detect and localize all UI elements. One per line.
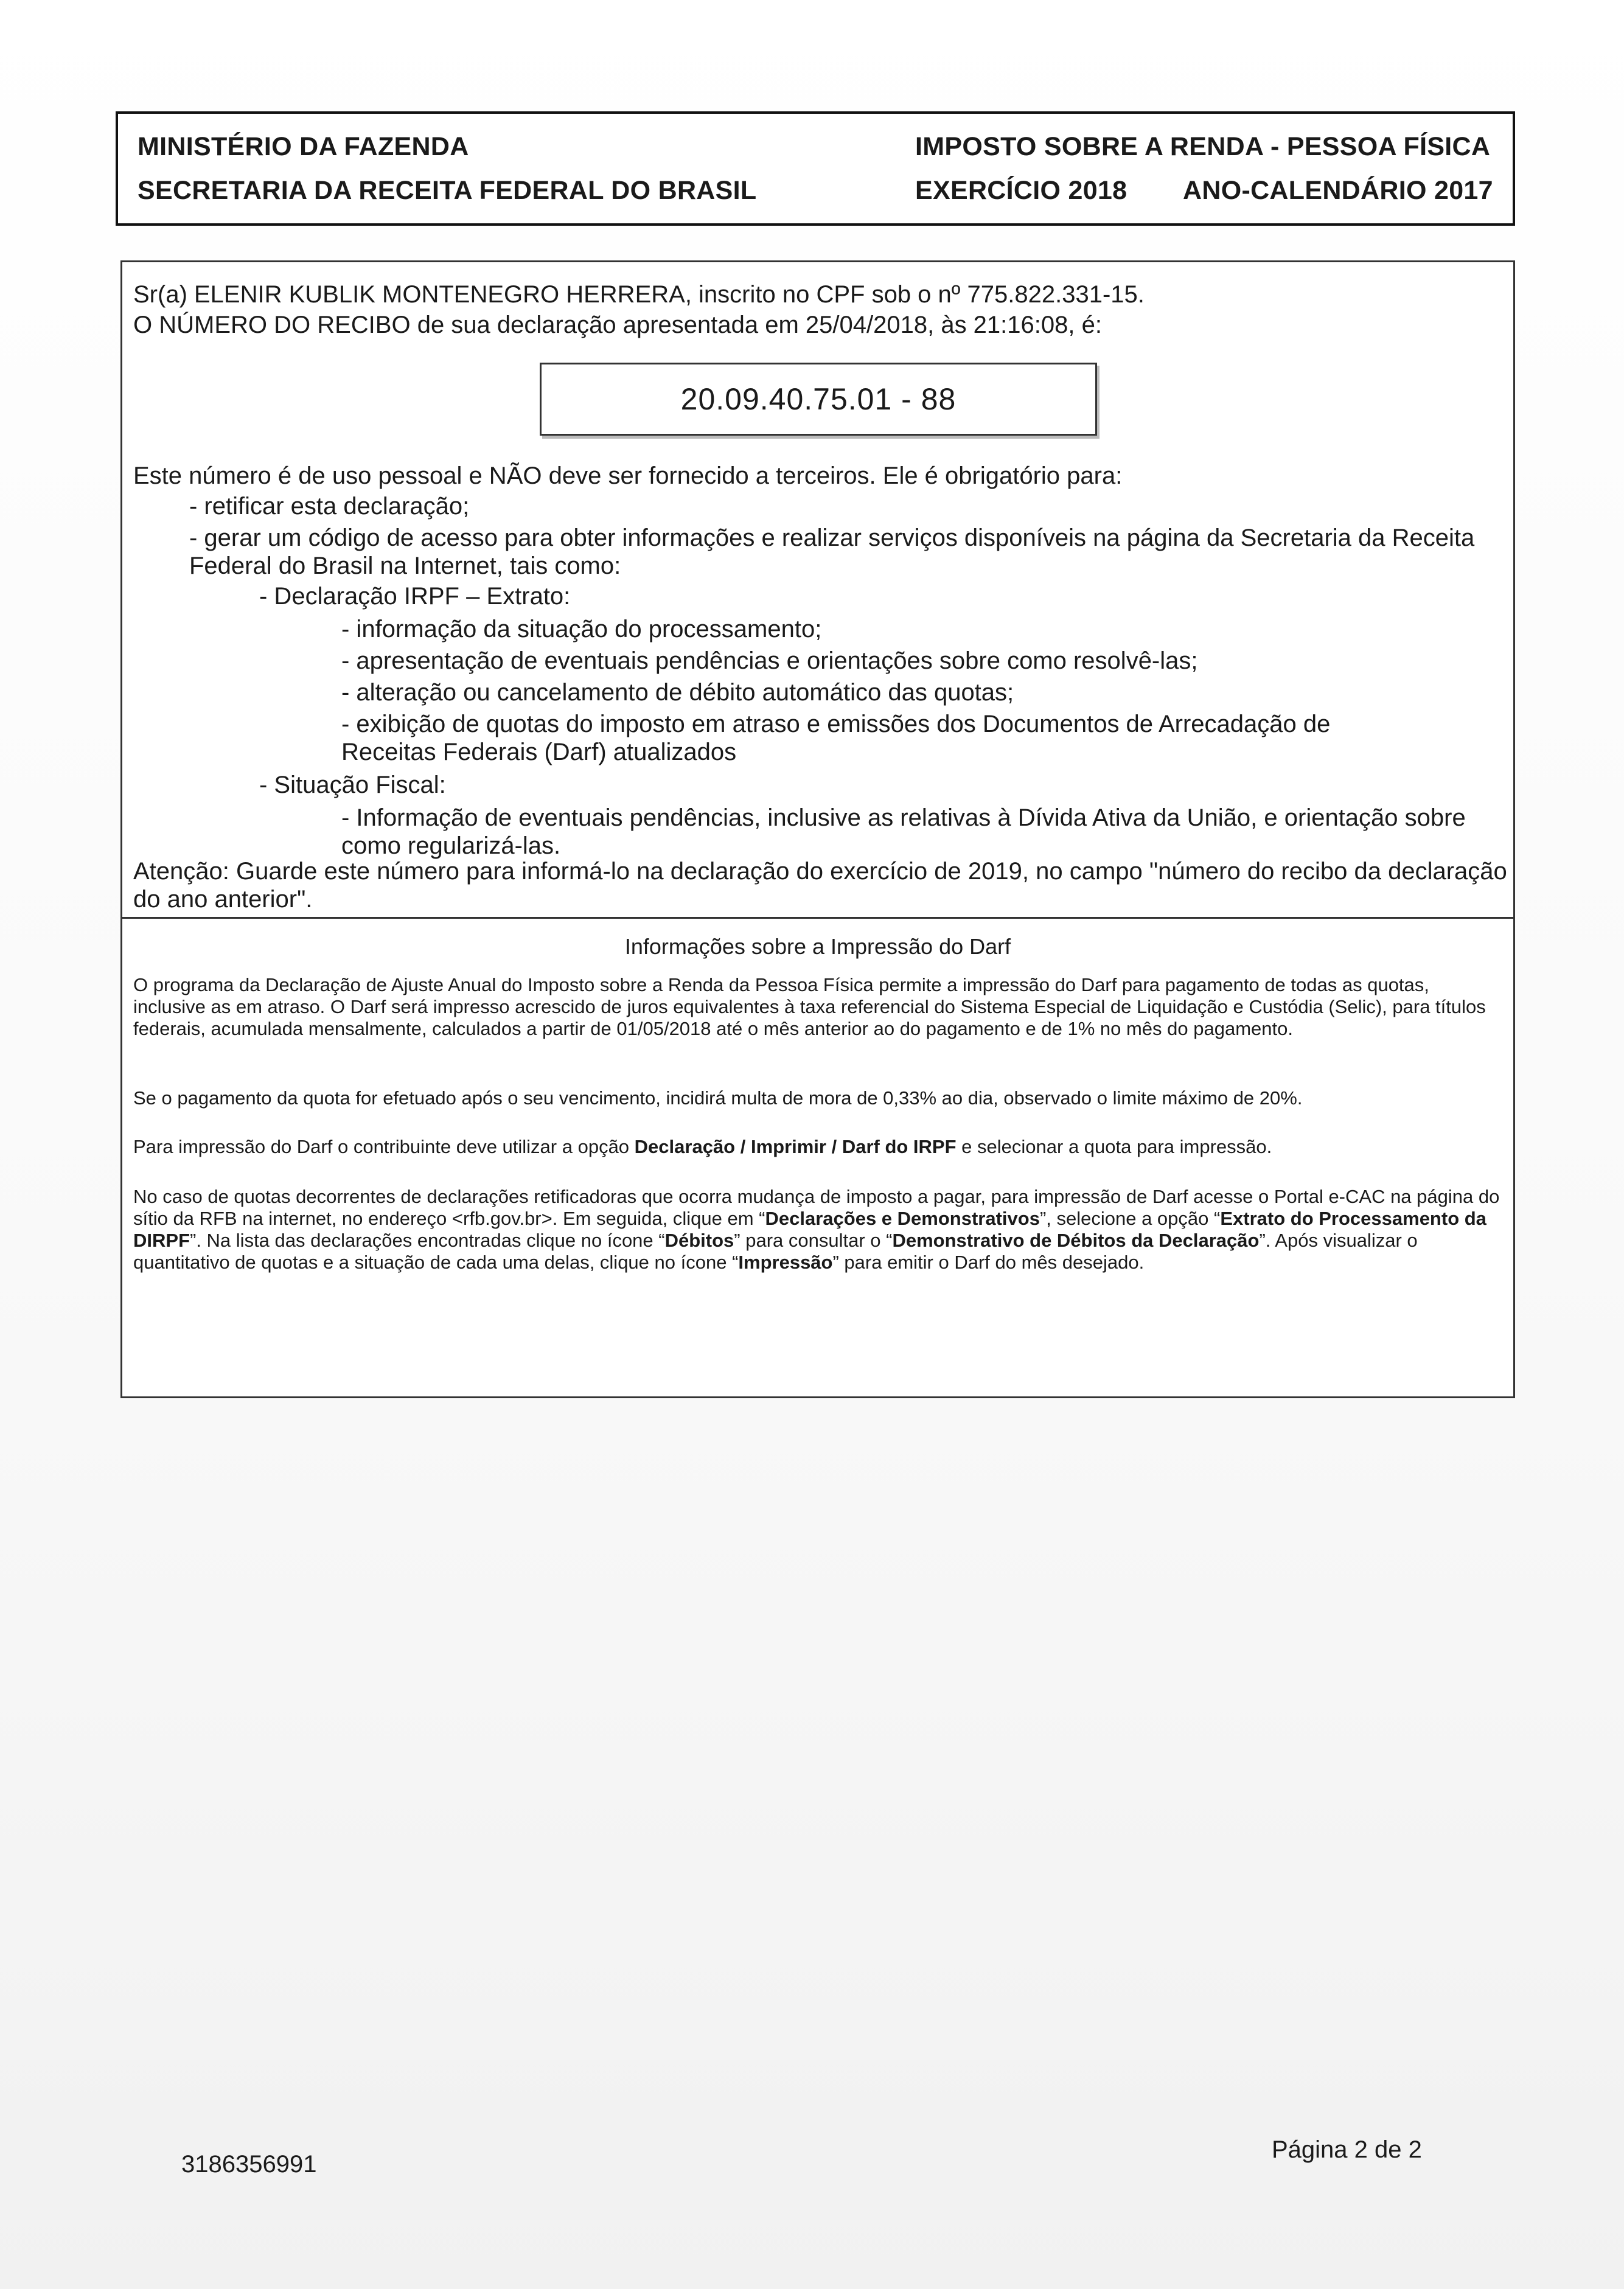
list-item: - apresentação de eventuais pendências e orientações sobre como resolvê-las; — [341, 647, 1198, 674]
usage-intro: Este número é de uso pessoal e NÃO deve ser fornecido a terceiros. Ele é obrigatório para: — [133, 462, 1123, 489]
tax-title: IMPOSTO SOBRE A RENDA - PESSOA FÍSICA — [915, 132, 1491, 161]
section-divider — [122, 917, 1513, 919]
list-item: - exibição de quotas do imposto em atraso e emissões dos Documentos de Arrecadação de Receitas Federais (Darf) atualizados — [341, 711, 1331, 765]
darf-paragraph: Para impressão do Darf o contribuinte deve utilizar a opção Declaração / Imprimir / Darf do IRPF e selecionar a quota para impressão. — [133, 1136, 1272, 1157]
list-item: - Informação de eventuais pendências, inclusive as relativas à Dívida Ativa da União, e orientação sobre como regularizá-las. — [341, 804, 1466, 859]
exercise-year: EXERCÍCIO 2018 — [915, 176, 1127, 205]
calendar-year: ANO-CALENDÁRIO 2017 — [1183, 176, 1493, 205]
receipt-number: 20.09.40.75.01 - 88 — [680, 382, 957, 416]
list-item: - informação da situação do processamento; — [341, 616, 822, 643]
extrato-label: - Declaração IRPF – Extrato: — [259, 583, 571, 610]
darf-paragraph: O programa da Declaração de Ajuste Anual do Imposto sobre a Renda da Pessoa Física permite a impressão do Darf para pagamento de todas as quotas, inclusive as em atraso. O Darf será impresso acrescido de juros equivalentes à taxa referencial do Sistema Especial de Liquidação e Custódia (Selic), para títulos federais, acumulada mensalmente, calculados a partir de 01/05/2018 até o mês anterior ao do pagamento e de 1% no mês do pagamento. — [133, 974, 1486, 1039]
document-code: 3186356991 — [181, 2151, 317, 2178]
page-number: Página 2 de 2 — [1272, 2136, 1422, 2163]
situacao-label: - Situação Fiscal: — [259, 772, 446, 798]
darf-paragraph: Se o pagamento da quota for efetuado após o seu vencimento, incidirá multa de mora de 0,33% ao dia, observado o limite máximo de 20%. — [133, 1087, 1303, 1109]
secretaria-title: SECRETARIA DA RECEITA FEDERAL DO BRASIL — [138, 176, 757, 205]
receipt-number-box — [540, 363, 1097, 436]
receipt-intro: O NÚMERO DO RECIBO de sua declaração apresentada em 25/04/2018, às 21:16:08, é: — [133, 312, 1102, 338]
list-item: - gerar um código de acesso para obter informações e realizar serviços disponíveis na página da Secretaria da Receita Federal do Brasil na Internet, tais como: — [189, 524, 1475, 579]
list-item: - retificar esta declaração; — [189, 493, 470, 520]
taxpayer-line: Sr(a) ELENIR KUBLIK MONTENEGRO HERRERA, inscrito no CPF sob o nº 775.822.331-15. — [133, 281, 1145, 308]
darf-section-title: Informações sobre a Impressão do Darf — [624, 934, 1011, 959]
document-header — [116, 111, 1515, 226]
list-item: - alteração ou cancelamento de débito automático das quotas; — [341, 679, 1014, 706]
receipt-panel — [120, 260, 1515, 1398]
attention-note: Atenção: Guarde este número para informá-lo na declaração do exercício de 2019, no campo "número do recibo da declaração do ano anterior". — [133, 858, 1507, 913]
darf-paragraph: No caso de quotas decorrentes de declarações retificadoras que ocorra mudança de imposto a pagar, para impressão de Darf acesse o Portal e-CAC na página do sítio da RFB na internet, no endereço <rfb.gov.br>. Em seguida, clique em “Declarações e Demonstrativos”, selecione a opção “Extrato do Processamento da DIRPF”. Na lista das declarações encontradas clique no ícone “Débitos” para consultar o “Demonstrativo de Débitos da Declaração”. Após visualizar o quantitativo de quotas e a situação de cada uma delas, clique no ícone “Impressão” para emitir o Darf do mês desejado. — [133, 1186, 1500, 1273]
ministry-title: MINISTÉRIO DA FAZENDA — [138, 132, 469, 161]
